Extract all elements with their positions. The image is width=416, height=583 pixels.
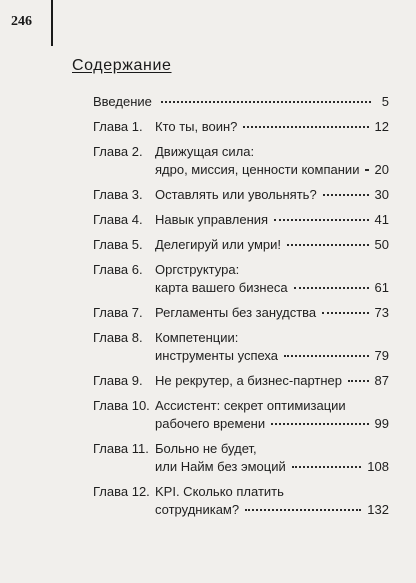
toc-entry-label: Введение [93,94,152,109]
toc-entry-page-number: 20 [374,162,389,177]
toc-entry-title: ядро, миссия, ценности компании [155,162,360,177]
toc-entry-title: сотрудникам? [155,502,240,517]
toc-entry-title: Кто ты, воин? [155,119,238,134]
toc-entry-label: Глава 9. [93,373,143,388]
dot-leader [271,423,368,425]
toc-entry-label: Глава 4. [93,212,143,227]
toc-entry-page-number: 30 [374,187,389,202]
dot-leader [245,509,361,511]
toc-entry-title: Не рекрутер, а бизнес-партнер [155,373,343,388]
toc-entry-page-number: 61 [374,280,389,295]
toc-entry [93,143,389,179]
toc-entry [93,397,389,433]
toc-entry [93,483,389,519]
toc-entry [93,329,389,365]
toc-entry-label: Глава 8. [93,330,143,345]
toc-entry-label: Глава 10. [93,398,150,413]
toc-entry [93,372,389,390]
toc-entry [93,440,389,476]
toc-entry-title: рабочего времени [155,416,266,431]
dot-leader [287,244,369,246]
toc-entry-page-number: 50 [374,237,389,252]
toc-entry-title: инструменты успеха [155,348,279,363]
dot-leader [161,101,371,103]
dot-leader [243,126,368,128]
toc-entry-title-line: Оргструктура: [155,262,240,277]
toc-entry-page-number: 132 [367,502,389,517]
toc-entry-title-line: Больно не будет, [155,441,257,456]
toc-entry-page-number: 41 [374,212,389,227]
toc-entry-label: Глава 11. [93,441,149,456]
toc-entry-page-number: 5 [381,94,389,109]
dot-leader [274,219,368,221]
toc-entry-label: Глава 6. [93,262,143,277]
toc-entry-label: Глава 2. [93,144,143,159]
toc-entry [93,211,389,229]
toc-entry [93,261,389,297]
toc-entry-title: карта вашего бизнеса [155,280,288,295]
dot-leader [365,169,368,171]
table-of-contents [93,93,389,519]
toc-entry-label: Глава 3. [93,187,143,202]
toc-entry-title: Навык управления [155,212,269,227]
toc-entry-label: Глава 5. [93,237,143,252]
toc-entry-label: Глава 1. [93,119,143,134]
toc-entry-title: или Найм без эмоций [155,459,286,474]
page-number: 246 [11,14,32,29]
toc-entry-page-number: 73 [374,305,389,320]
toc-entry-page-number: 12 [374,119,389,134]
toc-entry [93,304,389,322]
toc-entry-title-line: Движущая сила: [155,144,255,159]
toc-entry-title-line: Ассистент: секрет оптимизации [155,398,346,413]
toc-entry-page-number: 99 [374,416,389,431]
toc-entry [93,118,389,136]
toc-heading: Содержание [72,57,172,74]
toc-entry [93,186,389,204]
toc-entry-title: Регламенты без занудства [155,305,317,320]
dot-leader [292,466,362,468]
toc-entry-label: Глава 7. [93,305,143,320]
toc-entry-title: Оставлять или увольнять? [155,187,317,202]
toc-entry [93,236,389,254]
toc-entry [93,93,389,111]
dot-leader [284,355,369,357]
toc-entry-label: Глава 12. [93,484,150,499]
dot-leader [323,194,369,196]
toc-entry-title: Делегируй или умри! [155,237,281,252]
dot-leader [322,312,368,314]
toc-entry-page-number: 108 [367,459,389,474]
header-rule [51,0,53,46]
toc-entry-page-number: 87 [374,373,389,388]
toc-entry-page-number: 79 [374,348,389,363]
toc-entry-title-line: KPI. Сколько платить [155,484,284,499]
toc-entry-title-line: Компетенции: [155,330,239,345]
dot-leader [294,287,369,289]
dot-leader [348,380,369,382]
